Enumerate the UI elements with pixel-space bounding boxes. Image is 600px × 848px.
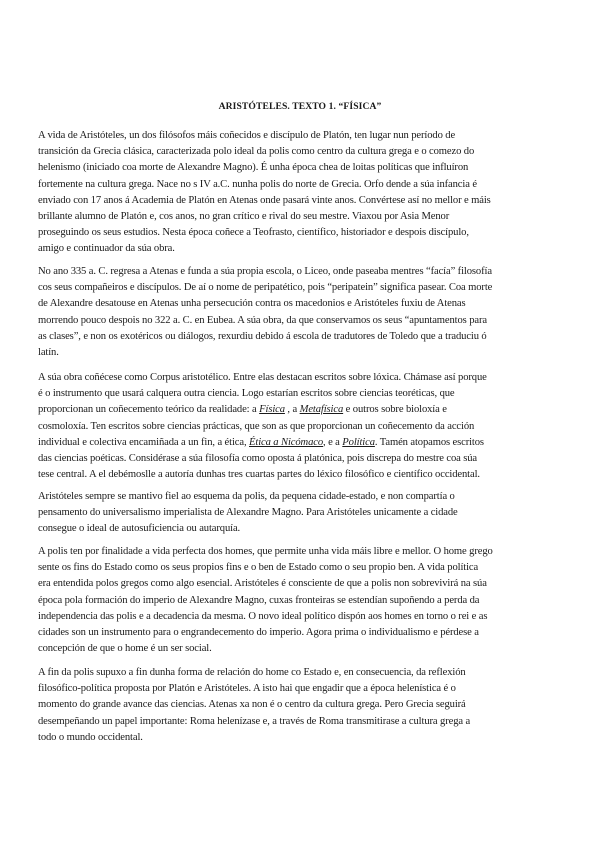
paragraph-5: [38, 544, 566, 657]
text-line: todo o mundo occidental.: [38, 731, 143, 743]
work-title-etica-a-nicomaco: Ética a Nicómaco: [249, 436, 324, 448]
text-line: das ciencias poéticas. Considérase a súa filosofía como oposta á platónica, pois discrepa do mestre coa súa: [38, 453, 478, 465]
work-title-politica: Política: [342, 436, 375, 448]
text-segment: a: [249, 404, 260, 416]
text-line: cos seus compañeiros e discípulos. De aí o nome de peripatético, pois “peripatein” significa pasear. Coa morte: [38, 282, 493, 294]
text-line: é o instrumento que usará calquera outra ciencia. Logo estarían escritos sobre ciencias teoréticas, que: [38, 388, 455, 400]
work-title-metafisica: Metafísica: [299, 404, 344, 416]
text-line: A súa obra coñécese como Corpus aristotélico. Entre elas destacan escritos sobre lóxica. Chámase así porque: [38, 372, 487, 383]
text-line: enviado con 17 anos á Academia de Platón en Atenas onde pasará vinte anos. Convértese así no mellor e máis: [38, 194, 491, 206]
text-line: brillante alumno de Platón e, cos anos, no gran crítico e rival do seu mestre. Viaxou por Asia Menor: [38, 211, 450, 223]
work-title-fisica: Física: [259, 404, 285, 416]
text-segment: , e a: [323, 436, 343, 448]
text-line: desempeñando un papel importante: Roma helenízase e, a través de Roma transmitirase a cultura grega a: [38, 715, 471, 727]
text-line: sente os fins do Estado como os seus propios fins e o ben de Estado como o seu propio ben. A vida política: [38, 562, 479, 574]
text-line: de Alexandre desatouse en Atenas unha persecución contra os macedonios e Aristóteles fuxiu de Atenas: [38, 298, 466, 310]
paragraph-3: [38, 370, 566, 483]
text-line: proseguindo os seus estudios. Nesta época coñece a Teofrasto, científico, historiador e despois discípulo,: [38, 227, 469, 239]
text-line: No ano 335 a. C. regresa a Atenas e funda a súa propia escola, o Liceo, onde paseaba mentres “facía” filosofía: [38, 266, 492, 277]
paragraph-1: [38, 128, 566, 258]
text-segment: . Tamén atopamos escritos: [374, 436, 484, 448]
text-line: helenismo (iniciado coa morte de Alexandre Magno). É unha época chea de loitas políticas que influíron: [38, 162, 469, 174]
text-segment: proporcionan un coñecemento teórico da realidade:: [38, 404, 250, 416]
text-line: concepción de que o home é un ser social.: [38, 643, 212, 655]
text-line: transición da Grecia clásica, caracterizada polo ideal da polis como centro da cultura grega e o comezo do: [38, 146, 475, 158]
text-line: latín.: [38, 347, 59, 359]
text-line: A vida de Aristóteles, un dos filósofos máis coñecidos e discípulo de Platón, ten lugar nun período de: [38, 130, 456, 141]
text-line: cosmoloxía. Ten escritos sobre ciencias prácticas, que son as que proporcionan un coñecemento da acción: [38, 420, 475, 432]
text-line: as clases”, e non os exotéricos ou diálogos, rexurdiu debido á escola de tradutores de Toledo que a traduciu ó: [38, 330, 487, 342]
text-line: consegue o ideal de autosuficiencia ou autarquía.: [38, 523, 241, 535]
text-line: era entendida polos gregos como algo esencial. Aristóteles é consciente de que a polis non sobrevivirá na súa: [38, 578, 487, 590]
text-line: Aristóteles sempre se mantivo fiel ao esquema da polis, da pequena cidade-estado, e non compartía o: [38, 491, 455, 502]
text-line: fortemente na cultura grega. Nace no s IV a.C. nunha polis do norte de Grecia. Orfo dende a súa infancia é: [38, 178, 477, 190]
text-line-with-links: [38, 402, 566, 418]
text-line: amigo e continuador da súa obra.: [38, 243, 175, 255]
text-line: cidades son un instrumento para o engrandecemento do imperio. Agora prima o individualismo e pérdese a: [38, 627, 479, 639]
text-line: A fin da polis supuxo a fin dunha forma de relación do home co Estado e, en consecuencia, da reflexión: [38, 667, 466, 678]
paragraph-6: [38, 665, 566, 746]
paragraph-2: [38, 264, 566, 361]
text-line: pensamento do universalismo imperialista de Alexandre Magno. Para Aristóteles unicamente a cidade: [38, 507, 458, 519]
text-line: A polis ten por finalidade a vida perfecta dos homes, que permite unha vida máis libre e mellor. O home grego: [38, 546, 493, 557]
text-line: época pola formación do imperio de Alexandre Magno, cuxas fronteiras se estendían supoñendo a perda da: [38, 594, 480, 606]
text-segment: individual e colectiva encamiñada a un fin, a ética,: [38, 436, 247, 448]
text-line-with-links: [38, 435, 566, 451]
text-line: momento do grande avance das ciencias. Atenas xa non é o centro da cultura grega. Pero Grecia seguirá: [38, 699, 466, 711]
text-line: morrendo pouco despois no 322 a. C. en Eubea. A súa obra, da que conservamos os seus “apuntamentos para: [38, 314, 487, 326]
text-segment: , a: [284, 404, 300, 416]
document-title: ARISTÓTELES. TEXTO 1. “FÍSICA”: [218, 101, 382, 112]
text-line: tese central. A el debémoslle a autoría dunhas tres cuartas partes do léxico filosófico e científico occidental.: [38, 469, 480, 481]
text-line: independencia das polis e a decadencia da mesma. O novo ideal político dispón aos homes en torno o rei e as: [38, 610, 488, 622]
text-line: filosófico-política proposta por Platón e Aristóteles. A isto hai que engadir que a época helenística é o: [38, 683, 456, 695]
paragraph-4: [38, 489, 566, 538]
text-segment: e outros sobre bioloxía e: [343, 404, 447, 416]
